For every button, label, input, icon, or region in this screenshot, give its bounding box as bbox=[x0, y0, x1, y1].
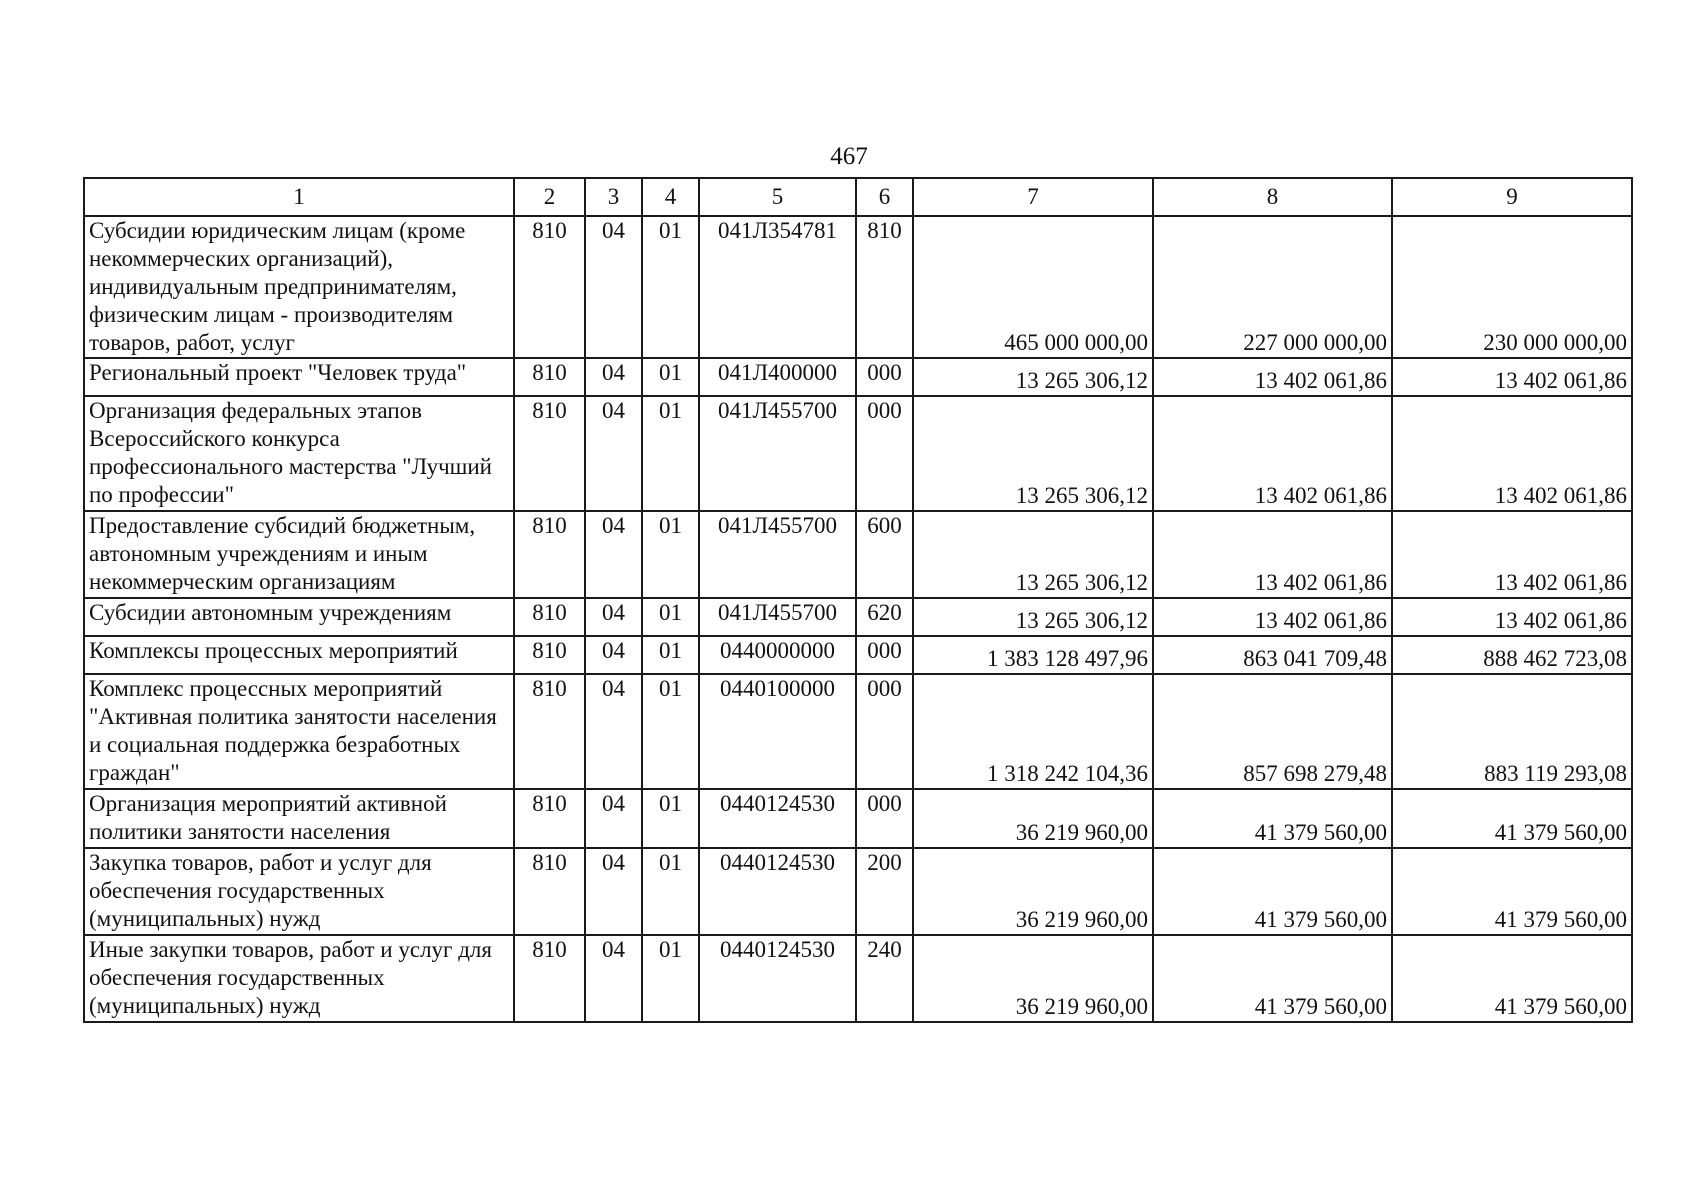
code-pr: 01 bbox=[642, 674, 699, 789]
code-csr: 041Л400000 bbox=[699, 358, 856, 396]
row-name: Закупка товаров, работ и услуг для обеспечения государственных (муниципальных) нужд bbox=[84, 848, 514, 935]
amount-col8: 863 041 709,48 bbox=[1153, 636, 1392, 674]
table-row bbox=[84, 511, 1632, 598]
code-rz: 04 bbox=[585, 636, 642, 674]
column-header: 2 bbox=[514, 178, 585, 216]
row-name: Организация мероприятий активной политики занятости населения bbox=[84, 789, 514, 848]
table-row bbox=[84, 598, 1632, 636]
row-name: Комплексы процессных мероприятий bbox=[84, 636, 514, 674]
code-csr: 041Л354781 bbox=[699, 216, 856, 358]
column-header: 5 bbox=[699, 178, 856, 216]
code-rz: 04 bbox=[585, 789, 642, 848]
code-csr: 041Л455700 bbox=[699, 511, 856, 598]
amount-col8: 227 000 000,00 bbox=[1153, 216, 1392, 358]
table-row bbox=[84, 935, 1632, 1022]
code-gr: 810 bbox=[514, 848, 585, 935]
code-csr: 041Л455700 bbox=[699, 598, 856, 636]
code-vr: 000 bbox=[856, 789, 913, 848]
amount-col8: 13 402 061,86 bbox=[1153, 396, 1392, 511]
code-pr: 01 bbox=[642, 935, 699, 1022]
amount-col9: 41 379 560,00 bbox=[1392, 789, 1632, 848]
code-vr: 200 bbox=[856, 848, 913, 935]
code-csr: 041Л455700 bbox=[699, 396, 856, 511]
amount-col7: 36 219 960,00 bbox=[913, 789, 1153, 848]
budget-table bbox=[83, 177, 1633, 1023]
row-name: Организация федеральных этапов Всероссийского конкурса профессионального мастерства "Лучший по профессии" bbox=[84, 396, 514, 511]
code-gr: 810 bbox=[514, 511, 585, 598]
table-row bbox=[84, 358, 1632, 396]
code-rz: 04 bbox=[585, 848, 642, 935]
code-vr: 600 bbox=[856, 511, 913, 598]
column-header: 3 bbox=[585, 178, 642, 216]
code-pr: 01 bbox=[642, 396, 699, 511]
column-header: 7 bbox=[913, 178, 1153, 216]
amount-col9: 883 119 293,08 bbox=[1392, 674, 1632, 789]
code-vr: 240 bbox=[856, 935, 913, 1022]
code-vr: 000 bbox=[856, 674, 913, 789]
table-row bbox=[84, 789, 1632, 848]
row-name: Субсидии юридическим лицам (кроме некоммерческих организаций), индивидуальным предпринимателям, физическим лицам - производителям товаров, работ, услуг bbox=[84, 216, 514, 358]
table-header-row bbox=[84, 178, 1632, 216]
row-name: Предоставление субсидий бюджетным, автономным учреждениям и иным некоммерческим организациям bbox=[84, 511, 514, 598]
code-rz: 04 bbox=[585, 396, 642, 511]
column-header: 9 bbox=[1392, 178, 1632, 216]
code-csr: 0440124530 bbox=[699, 789, 856, 848]
amount-col7: 36 219 960,00 bbox=[913, 848, 1153, 935]
code-pr: 01 bbox=[642, 636, 699, 674]
column-header: 6 bbox=[856, 178, 913, 216]
amount-col8: 857 698 279,48 bbox=[1153, 674, 1392, 789]
code-rz: 04 bbox=[585, 216, 642, 358]
code-gr: 810 bbox=[514, 935, 585, 1022]
column-header: 8 bbox=[1153, 178, 1392, 216]
amount-col7: 13 265 306,12 bbox=[913, 358, 1153, 396]
amount-col7: 36 219 960,00 bbox=[913, 935, 1153, 1022]
amount-col7: 1 383 128 497,96 bbox=[913, 636, 1153, 674]
amount-col7: 13 265 306,12 bbox=[913, 396, 1153, 511]
amount-col9: 888 462 723,08 bbox=[1392, 636, 1632, 674]
amount-col9: 13 402 061,86 bbox=[1392, 358, 1632, 396]
amount-col9: 13 402 061,86 bbox=[1392, 396, 1632, 511]
amount-col8: 13 402 061,86 bbox=[1153, 511, 1392, 598]
code-pr: 01 bbox=[642, 789, 699, 848]
table-row bbox=[84, 396, 1632, 511]
code-gr: 810 bbox=[514, 216, 585, 358]
row-name: Региональный проект "Человек труда" bbox=[84, 358, 514, 396]
table-row bbox=[84, 674, 1632, 789]
code-csr: 0440124530 bbox=[699, 848, 856, 935]
code-vr: 000 bbox=[856, 358, 913, 396]
amount-col8: 41 379 560,00 bbox=[1153, 789, 1392, 848]
table-row bbox=[84, 848, 1632, 935]
code-gr: 810 bbox=[514, 636, 585, 674]
code-rz: 04 bbox=[585, 674, 642, 789]
code-csr: 0440000000 bbox=[699, 636, 856, 674]
amount-col9: 13 402 061,86 bbox=[1392, 511, 1632, 598]
amount-col9: 41 379 560,00 bbox=[1392, 848, 1632, 935]
amount-col7: 13 265 306,12 bbox=[913, 511, 1153, 598]
code-pr: 01 bbox=[642, 511, 699, 598]
code-rz: 04 bbox=[585, 358, 642, 396]
amount-col7: 465 000 000,00 bbox=[913, 216, 1153, 358]
code-rz: 04 bbox=[585, 935, 642, 1022]
code-gr: 810 bbox=[514, 396, 585, 511]
amount-col7: 1 318 242 104,36 bbox=[913, 674, 1153, 789]
amount-col9: 230 000 000,00 bbox=[1392, 216, 1632, 358]
amount-col8: 41 379 560,00 bbox=[1153, 935, 1392, 1022]
code-pr: 01 bbox=[642, 598, 699, 636]
amount-col8: 13 402 061,86 bbox=[1153, 358, 1392, 396]
code-gr: 810 bbox=[514, 789, 585, 848]
amount-col8: 41 379 560,00 bbox=[1153, 848, 1392, 935]
row-name: Субсидии автономным учреждениям bbox=[84, 598, 514, 636]
code-pr: 01 bbox=[642, 216, 699, 358]
code-vr: 620 bbox=[856, 598, 913, 636]
code-vr: 810 bbox=[856, 216, 913, 358]
row-name: Комплекс процессных мероприятий "Активная политика занятости населения и социальная поддержка безработных граждан" bbox=[84, 674, 514, 789]
amount-col7: 13 265 306,12 bbox=[913, 598, 1153, 636]
code-vr: 000 bbox=[856, 636, 913, 674]
code-vr: 000 bbox=[856, 396, 913, 511]
amount-col9: 41 379 560,00 bbox=[1392, 935, 1632, 1022]
column-header: 1 bbox=[84, 178, 514, 216]
code-gr: 810 bbox=[514, 598, 585, 636]
code-csr: 0440100000 bbox=[699, 674, 856, 789]
table-row bbox=[84, 636, 1632, 674]
amount-col8: 13 402 061,86 bbox=[1153, 598, 1392, 636]
code-gr: 810 bbox=[514, 358, 585, 396]
column-header: 4 bbox=[642, 178, 699, 216]
code-rz: 04 bbox=[585, 511, 642, 598]
row-name: Иные закупки товаров, работ и услуг для обеспечения государственных (муниципальных) нужд bbox=[84, 935, 514, 1022]
code-gr: 810 bbox=[514, 674, 585, 789]
code-pr: 01 bbox=[642, 358, 699, 396]
code-rz: 04 bbox=[585, 598, 642, 636]
table-row bbox=[84, 216, 1632, 358]
code-csr: 0440124530 bbox=[699, 935, 856, 1022]
code-pr: 01 bbox=[642, 848, 699, 935]
page-number: 467 bbox=[830, 143, 868, 170]
amount-col9: 13 402 061,86 bbox=[1392, 598, 1632, 636]
